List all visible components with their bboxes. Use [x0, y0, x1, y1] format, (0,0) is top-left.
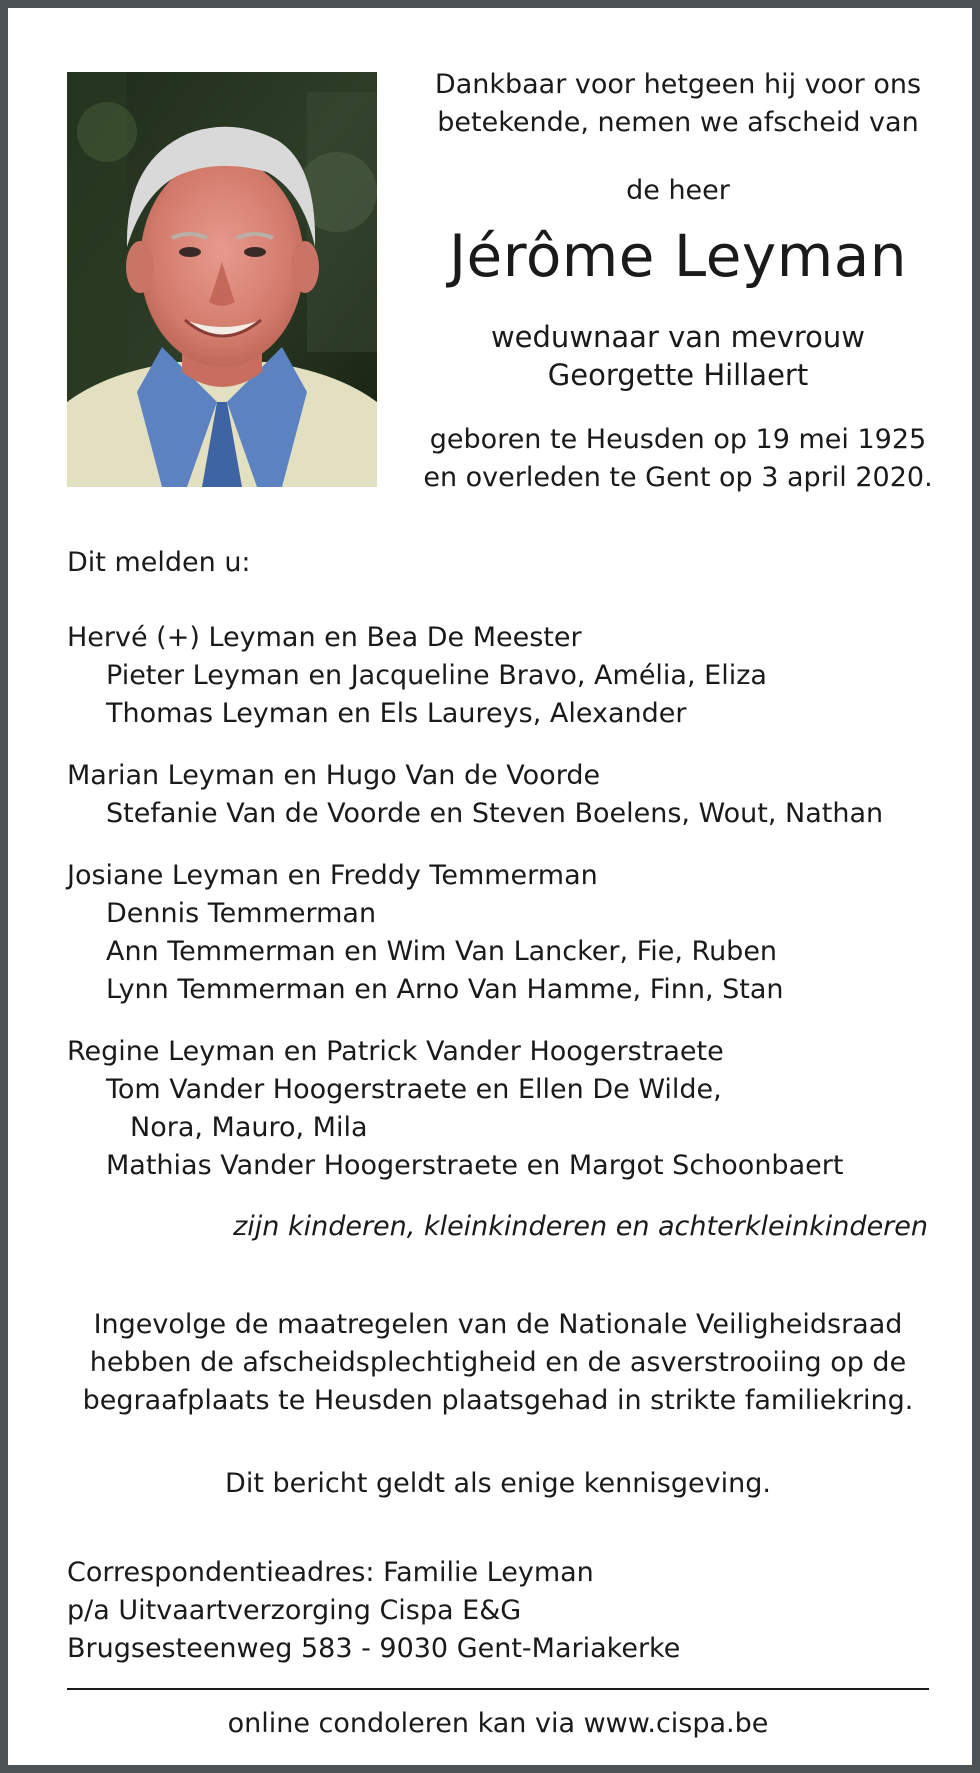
family-group [67, 757, 947, 833]
widower-line: weduwnaar van mevrouw [490, 320, 866, 354]
notice-line: Ingevolge de maatregelen van de Nationale Veiligheidsraad [93, 1309, 903, 1340]
family-group [67, 619, 947, 733]
intro-line: betekende, nemen we afscheid van [437, 107, 919, 138]
deceased-name: Jérôme Leyman [448, 222, 908, 290]
family-member: Ann Temmerman en Wim Van Lancker, Fie, Ruben [106, 936, 778, 967]
only-notice: Dit bericht geldt als enige kennisgeving. [225, 1468, 771, 1499]
life-dates [408, 421, 948, 497]
portrait-icon [67, 72, 377, 487]
announce-text: Dit melden u: [67, 547, 251, 578]
family-member: Stefanie Van de Voorde en Steven Boelens, Wout, Nathan [106, 798, 884, 829]
widower-line: Georgette Hillaert [547, 358, 809, 392]
birth-line: geboren te Heusden op 19 mei 1925 [429, 424, 927, 455]
family-member: Tom Vander Hoogerstraete en Ellen De Wilde, [106, 1074, 722, 1105]
family-member: Thomas Leyman en Els Laureys, Alexander [106, 698, 687, 729]
intro-line: Dankbaar voor hetgeen hij voor ons [434, 69, 922, 100]
notice-line: begraafplaats te Heusden plaatsgehad in strikte familiekring. [82, 1385, 914, 1416]
family-head: Regine Leyman en Patrick Vander Hoogerstraete [67, 1036, 724, 1067]
family-head: Marian Leyman en Hugo Van de Voorde [67, 760, 601, 791]
widower-text [408, 318, 948, 394]
family-member: Lynn Temmerman en Arno Van Hamme, Finn, Stan [106, 974, 784, 1005]
portrait-photo [67, 72, 377, 487]
correspondence-address [67, 1554, 680, 1668]
salutation: de heer [626, 175, 730, 206]
address-line: Correspondentieadres: Familie Leyman [67, 1557, 594, 1588]
family-list [67, 619, 947, 1209]
family-head: Hervé (+) Leyman en Bea De Meester [67, 622, 582, 653]
family-head: Josiane Leyman en Freddy Temmerman [67, 860, 598, 891]
family-member: Pieter Leyman en Jacqueline Bravo, Amélia, Eliza [106, 660, 767, 691]
relation-text: zijn kinderen, kleinkinderen en achterkleinkinderen [233, 1211, 928, 1242]
address-line: p/a Uitvaartverzorging Cispa E&G [67, 1595, 522, 1626]
family-member: Dennis Temmerman [106, 898, 377, 929]
divider [67, 1688, 929, 1690]
notice-line: hebben de afscheidsplechtigheid en de asverstrooiing op de [89, 1347, 907, 1378]
family-member: Mathias Vander Hoogerstraete en Margot Schoonbaert [106, 1150, 844, 1181]
family-group [67, 857, 947, 1009]
address-line: Brugsesteenweg 583 - 9030 Gent-Mariakerke [67, 1633, 681, 1664]
ceremony-notice [48, 1306, 948, 1420]
family-member: Nora, Mauro, Mila [130, 1112, 368, 1143]
condolence-footer[interactable]: online condoleren kan via www.cispa.be [227, 1708, 769, 1739]
death-line: en overleden te Gent op 3 april 2020. [423, 462, 933, 493]
intro-text [408, 66, 948, 142]
family-group [67, 1033, 947, 1185]
